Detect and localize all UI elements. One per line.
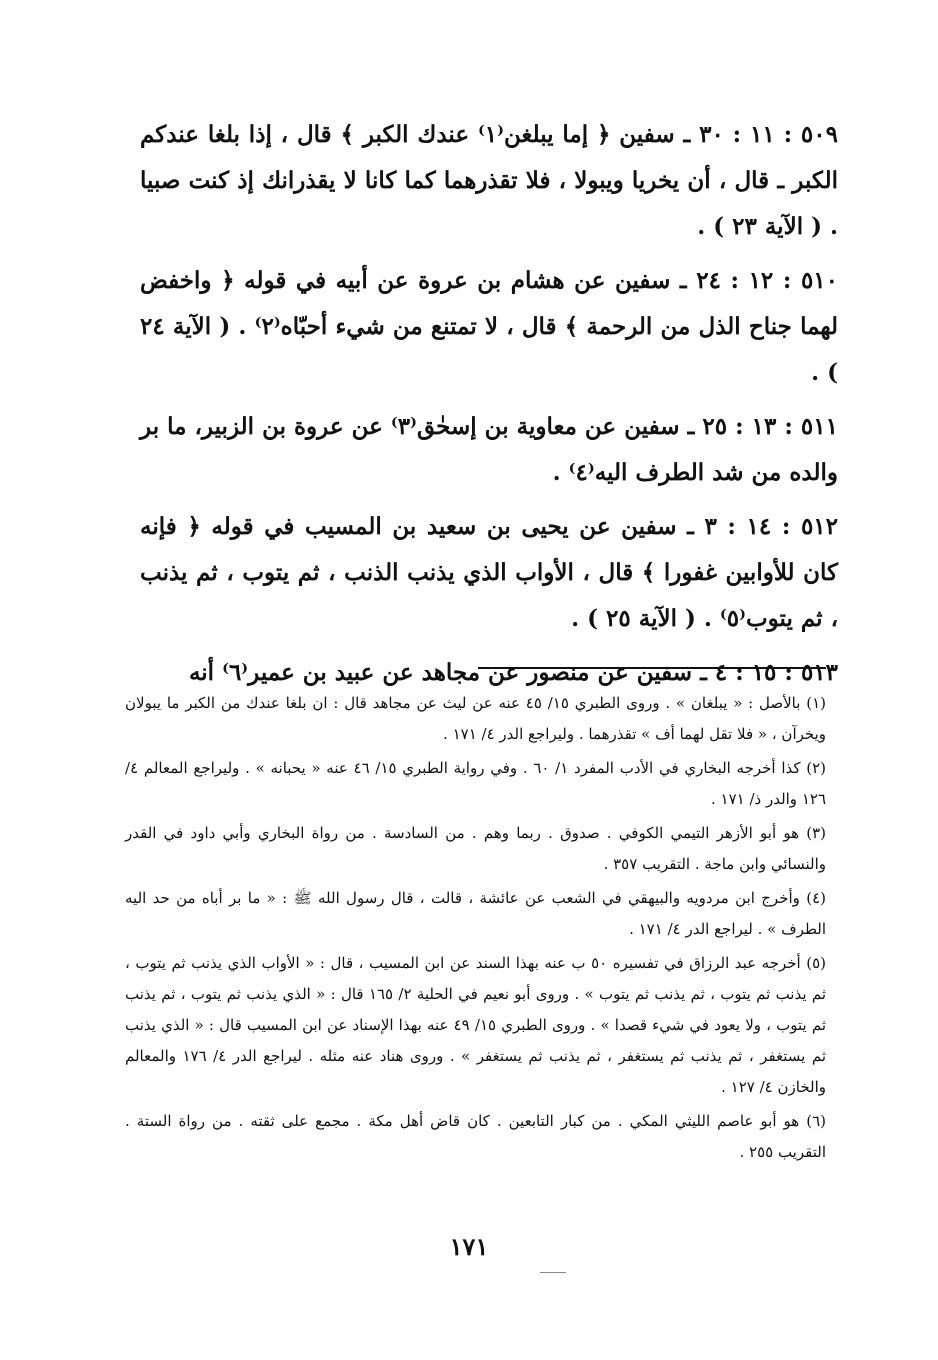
page-number: ١٧١ (449, 1232, 489, 1261)
footnote-6: (٦) هو أبو عاصم الليثي المكي . من كبار التابعين . كان قاض أهل مكة . مجمع على ثقته . من رواة الستة . التقريب ٢٥٥ . (125, 1112, 826, 1161)
entry-513: ٥١٣ : ١٥ : ٤ ـ سفين عن منصور عن مجاهد عن عبيد بن عمير⁽٦⁾ أنه (188, 659, 838, 686)
footnote-3: (٣) هو أبو الأزهر التيمي الكوفي . صدوق . ربما وهم . من السادسة . من رواة البخاري وأبي داود في القدر والنسائي وابن ماجة . التقريب ٣٥٧ . (125, 824, 826, 873)
entry-510: ٥١٠ : ١٢ : ٢٤ ـ سفين عن هشام بن عروة عن أبيه في قوله ﴿ واخفض لهما جناح الذل من الرحمة ﴾ قال ، لا تمتنع من شيء أحبّاه⁽٢⁾ . ( الآية ٢٤ ) . (140, 267, 838, 386)
entry-512: ٥١٢ : ١٤ : ٣ ـ سفين عن يحيى بن سعيد بن المسيب في قوله ﴿ فإنه كان للأوابين غفورا ﴾ قال ، الأواب الذي يذنب الذنب ، ثم يتوب ، ثم يذنب ، ثم يتوب⁽٥⁾ . ( الآية ٢٥ ) . (140, 513, 838, 632)
footnote-4: (٤) وأخرج ابن مردويه والبيهقي في الشعب عن عائشة ، قالت ، قال رسول الله ﷺ : « ما بر أباه من حد اليه الطرف » . ليراجع الدر ٤/ ١٧١ . (125, 889, 826, 938)
main-text (140, 112, 838, 704)
footnote-divider (478, 667, 826, 669)
entry-511: ٥١١ : ١٣ : ٢٥ ـ سفين عن معاوية بن إسحٰق⁽٣⁾ عن عروة بن الزبير، ما بر والده من شد الطرف اليه⁽٤⁾ . (140, 413, 838, 486)
footnote-2: (٢) كذا أخرجه البخاري في الأدب المفرد ١/ ٦٠ . وفي رواية الطبري ١٥/ ٤٦ عنه « يحبانه » . وليراجع المعالم ٤/ ١٢٦ والدر ذ/ ١٧١ . (125, 759, 826, 808)
page-number-underline (540, 1272, 566, 1273)
footnotes (125, 688, 826, 1171)
footnote-1: (١) بالأصل : « يبلغان » . وروى الطبري ١٥/ ٤٥ عنه عن ليث عن مجاهد قال : ان بلغا عندك من الكبر ما يبولان ويخرآن ، « فلا تقل لهما أف » تقذرهما . وليراجع الدر ٤/ ١٧١ . (125, 694, 826, 743)
entry-509: ٥٠٩ : ١١ : ٣٠ ـ سفين ﴿ إما يبلغن⁽١⁾ عندك الكبر ﴾ قال ، إذا بلغا عندكم الكبر ـ قال ، أن يخريا ويبولا ، فلا تقذرهما كما كانا لا يقذرانك إذ كنت صبيا . ( الآية ٢٣ ) . (140, 121, 838, 240)
footnote-5: (٥) أخرجه عبد الرزاق في تفسيره ٥٠ ب عنه بهذا السند عن ابن المسيب ، قال : « الأواب الذي يذنب ثم يتوب ، ثم يذنب ثم يتوب ، ثم يذنب ثم يتوب » . وروى أبو نعيم في الحلية ٢/ ١٦٥ قال : « الذي يذنب ثم يتوب ، ثم يذنب ثم يتوب ، ولا يعود في شيء قصدا » . وروى الطبري ١٥/ ٤٩ عنه بهذا الإسناد عن ابن المسيب قال : « الذي يذنب ثم يستغفر ، ثم يذنب ثم يستغفر ، ثم يذنب ثم يستغفر » . وروى هناد عنه مثله . ليراجع الدر ٤/ ١٧٦ والمعالم والخازن ٤/ ١٢٧ . (125, 954, 826, 1096)
